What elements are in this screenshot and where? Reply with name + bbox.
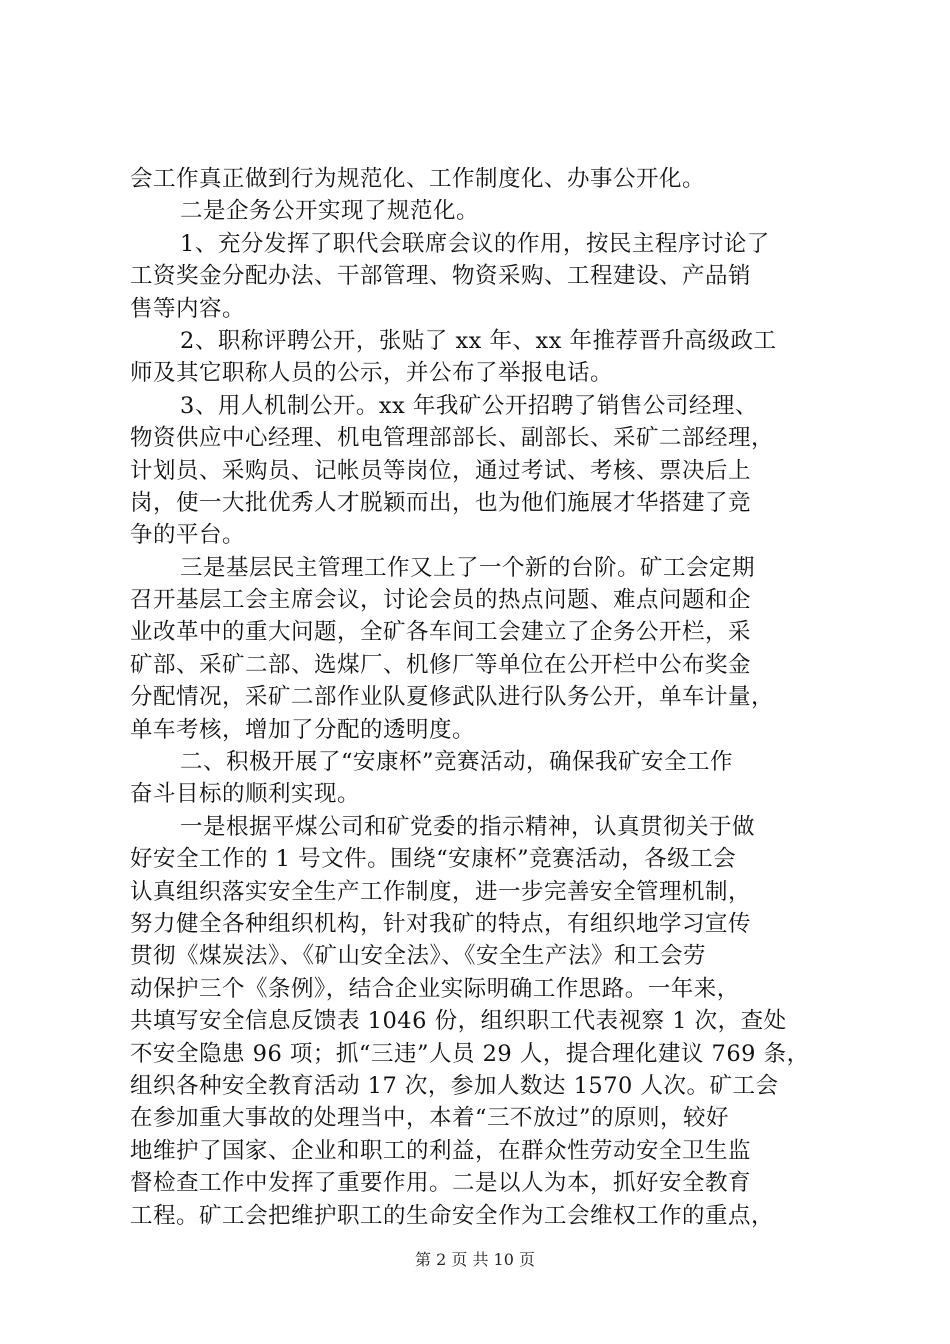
- text-line: 三是基层民主管理工作又上了一个新的台阶。矿工会定期: [180, 554, 756, 581]
- text-line: 组织各种安全教育活动 17 次，参加人数达 1570 人次。矿工会: [130, 1072, 779, 1099]
- text-line: 努力健全各种组织机构，针对我矿的特点，有组织地学习宣传: [130, 910, 752, 937]
- text-line: 售等内容。: [130, 295, 246, 322]
- text-line: 2、职称评聘公开，张贴了 xx 年、xx 年推荐晋升高级政工: [180, 327, 777, 354]
- text-line: 督检查工作中发挥了重要作用。二是以人为本，抓好安全教育: [130, 1170, 752, 1197]
- document-body: [130, 163, 830, 1232]
- text-line: 好安全工作的 1 号文件。围绕“安康杯”竞赛活动，各级工会: [130, 846, 737, 873]
- text-line: 不安全隐患 96 项；抓“三违”人员 29 人，提合理化建议 769 条，: [130, 1040, 810, 1067]
- text-line: 分配情况，采矿二部作业队夏修武队进行队务公开，单车计量，: [130, 684, 775, 711]
- text-line: 一是根据平煤公司和矿党委的指示精神，认真贯彻关于做: [180, 813, 756, 840]
- text-line: 贯彻《煤炭法》、《矿山安全法》、《安全生产法》和工会劳: [130, 943, 707, 970]
- text-line: 业改革中的重大问题，全矿各车间工会建立了企务公开栏，采: [130, 619, 752, 646]
- text-line: 岗，使一大批优秀人才脱颖而出，也为他们施展才华搭建了竞: [130, 489, 752, 516]
- text-line: 1、充分发挥了职代会联席会议的作用，按民主程序讨论了: [180, 230, 770, 257]
- text-line: 师及其它职称人员的公示，并公布了举报电话。: [130, 360, 614, 387]
- text-line: 地维护了国家、企业和职工的利益，在群众性劳动安全卫生监: [130, 1137, 752, 1164]
- text-line: 单车考核，增加了分配的透明度。: [130, 716, 476, 743]
- text-line: 召开基层工会主席会议，讨论会员的热点问题、难点问题和企: [130, 587, 752, 614]
- text-line: 奋斗目标的顺利实现。: [130, 781, 361, 808]
- text-line: 计划员、采购员、记帐员等岗位，通过考试、考核、票决后上: [130, 457, 752, 484]
- text-line: 工资奖金分配办法、干部管理、物资采购、工程建设、产品销: [130, 263, 752, 290]
- text-line: 物资供应中心经理、机电管理部部长、副部长、采矿二部经理，: [130, 425, 775, 452]
- text-line: 3、用人机制公开。xx 年我矿公开招聘了销售公司经理、: [180, 392, 758, 419]
- page-footer: 第 2 页 共 10 页: [415, 1250, 535, 1269]
- text-line: 矿部、采矿二部、选煤厂、机修厂等单位在公开栏中公布奖金: [130, 651, 752, 678]
- text-line: 动保护三个《条例》，结合企业实际明确工作思路。一年来，: [130, 975, 740, 1002]
- text-line: 认真组织落实安全生产工作制度，进一步完善安全管理机制，: [130, 878, 752, 905]
- text-line: 二、积极开展了“安康杯”竞赛活动，确保我矿安全工作: [180, 749, 734, 776]
- text-line: 共填写安全信息反馈表 1046 份，组织职工代表视察 1 次，查处: [130, 1008, 787, 1035]
- text-line: 工程。矿工会把维护职工的生命安全作为工会维权工作的重点，: [130, 1202, 775, 1229]
- text-line: 二是企务公开实现了规范化。: [180, 198, 480, 225]
- text-line: 会工作真正做到行为规范化、工作制度化、办事公开化。: [130, 166, 706, 192]
- text-line: 在参加重大事故的处理当中，本着“三不放过”的原则，较好: [130, 1105, 730, 1132]
- text-line: 争的平台。: [130, 522, 246, 549]
